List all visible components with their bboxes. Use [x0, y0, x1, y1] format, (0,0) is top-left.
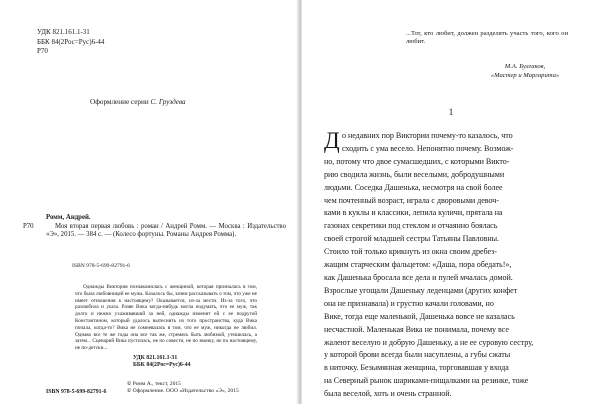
bbk-line: ББК 84(2Рос=Рус)6-44	[37, 37, 105, 46]
author-code-line: Р70	[37, 47, 48, 56]
body-line: несчастной. Маленькая Вика не понимала, почему все	[324, 324, 509, 334]
body-line: людьми. Соседка Дашенька, несмотря на свой более	[324, 182, 503, 192]
copyright-symbol: ©	[127, 388, 132, 395]
copyright-design-line	[127, 388, 239, 395]
body-line: рию сводила жизнь, были веселыми, добродушными	[324, 169, 505, 179]
catalog-record	[23, 214, 286, 240]
copyright-design: Оформление. ООО «Издательство «Э», 2015	[132, 388, 239, 395]
copyright-text: Ромм А., текст, 2015	[132, 381, 181, 387]
series-design-credit	[90, 98, 186, 106]
chapter-body	[324, 130, 582, 401]
body-line: жащим старческим фальцетом: «Даша, пора обедать!»,	[324, 260, 512, 270]
body-line: ками в куклы и классики, лепила куличи, прятала на	[324, 208, 503, 218]
body-line: чем почтенный возраст, играла с дворовыми девоч-	[324, 195, 499, 205]
body-line: сходить с ума весело. Непонятно почему. Возмож-	[342, 143, 514, 153]
body-line: своей строгой младшей сестры Татьяны Павловны.	[324, 234, 499, 244]
isbn-mid: ISBN 978-5-699-82791-6	[72, 263, 130, 269]
udk-line-bottom: УДК 821.161.1-31	[133, 355, 178, 361]
chapter-number: 1	[448, 108, 454, 118]
body-line: как Дашенька бросала все дела и пулей мчалась домой.	[324, 272, 513, 282]
designer-name: С. Груздева	[150, 98, 186, 106]
bbk-line-bottom: ББК 84(2Рос=Рус)6-44	[133, 362, 191, 369]
body-line: была веселой, хоть и очень странной.	[324, 389, 452, 399]
udk-block-bottom	[133, 355, 191, 369]
epigraph-author: М.А. Булгаков,	[504, 63, 546, 70]
udk-block-top	[37, 28, 104, 57]
udk-line: УДК 821.161.1-31	[37, 28, 90, 36]
catalog-author: Ромм, Андрей.	[46, 214, 91, 221]
body-line: жалеют веселую и добрую Дашеньку, а не ее суровую сестру,	[324, 337, 534, 347]
body-line: газонах секретики под стеклом и отчаянно боялась	[324, 221, 498, 231]
body-line: Стоило той только крикнуть из окна своим дребез-	[324, 247, 497, 257]
copyright-symbol: ©	[127, 381, 132, 387]
catalog-description: Моя вторая первая любовь : роман / Андрей Ромм. — Москва : Издательство «Э», 2015. — 384 с. — (Колесо фортуны. Романы Андрея Ромма).	[46, 222, 286, 239]
right-page	[302, 0, 600, 404]
body-line: на Северный рынок шариками-пищалками на резинке, тоже	[324, 376, 529, 386]
body-line: Взрослые угощали Дашеньку леденцами (других конфет	[324, 285, 518, 295]
body-line: но, потому что двое сумасшедших, с которыми Викто-	[324, 156, 510, 166]
epigraph-text: ...Тот, кто любит, должен разделять участь того, кого он любит.	[406, 30, 568, 46]
body-line: о недавних пор Виктории почему-то казалось, что	[342, 131, 513, 140]
body-line: Вике, тогда еще маленькой, Дашенька вовсе не казалась	[324, 311, 515, 321]
body-line: в ниточку. Безымянная женщина, торговавшая у входа	[324, 363, 509, 373]
book-annotation: Однажды Виктория познакомилась с женщиной, которая призналась в том, что была любовницей ее мужа. Казалось бы, зачем рассказывать о том, что уже не имеет отношения к настоящему? Оказывается, из-за мести. Из-за того, что разлюбила и ушла. Разве Вика когда-нибудь могла подумать, что ее муж, так долго и нежно ухаживавший за ней, однажды изменит ей с ее подругой Константином, который удалось вытеснить из того пространства, куда Вика попала, когда-то? Вика не сомневалась в том, что ее муж, никогда не любил. Однако все те же годы она все так же, стремясь быть любимой, утешилась, а затем... Сценарий Вика пустилась, не по совести, не по звонку, не по настоящему, не по-детски...	[75, 284, 257, 352]
body-line: у которой брови всегда были насуплены, а губы сжаты	[324, 350, 511, 360]
catalog-code: Р70	[23, 222, 34, 230]
epigraph-source: «Мастер и Маргарита»	[490, 72, 560, 79]
isbn-bottom: ISBN 978-5-699-82791-6	[46, 389, 107, 395]
design-label: Оформление серии	[90, 98, 149, 106]
body-line: она не признавала) и грустно качали головами, но	[324, 298, 494, 308]
left-page	[0, 0, 298, 404]
copyright-block	[127, 381, 239, 396]
epigraph-attribution	[480, 62, 570, 80]
drop-cap: Д	[324, 128, 340, 153]
